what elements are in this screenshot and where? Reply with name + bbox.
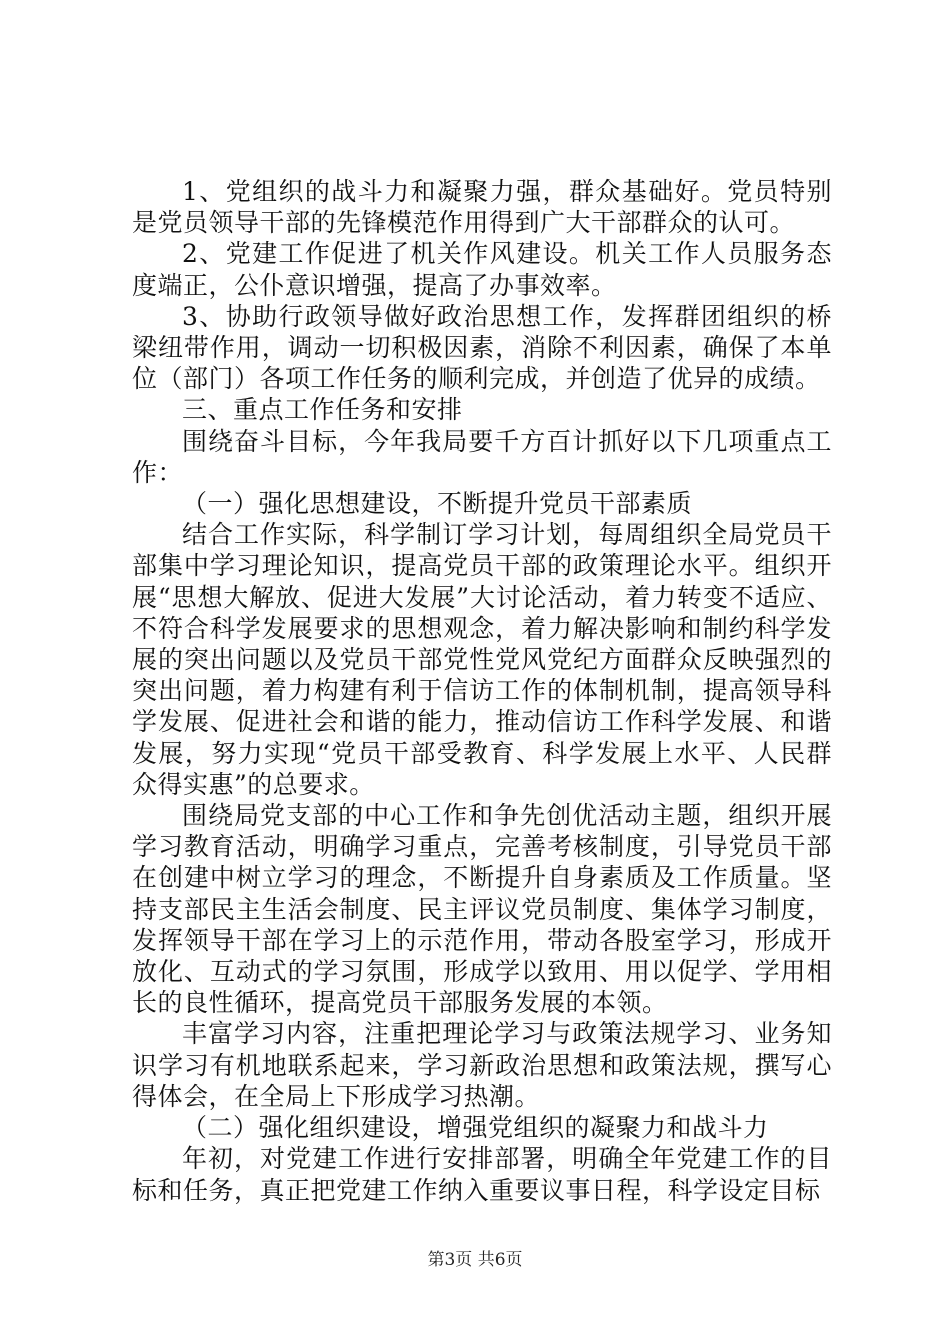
subsection-heading-1: （一）强化思想建设，不断提升党员干部素质 [182, 489, 693, 519]
paragraph-3: 3、协助行政领导做好政治思想工作，发挥群团组织的桥梁纽带作用，调动一切积极因素，消除不利因素，确保了本单位（部门）各项工作任务的顺利完成，并创造了优异的成绩。 [132, 301, 832, 394]
paragraph-2: 2、党建工作促进了机关作风建设。机关工作人员服务态度端正，公仆意识增强，提高了办事效率。 [132, 239, 832, 300]
paragraph-annual-plan: 年初，对党建工作进行安排部署，明确全年党建工作的目标和任务，真正把党建工作纳入重要议事日程，科学设定目标 [132, 1144, 832, 1205]
paragraph-study-plan: 结合工作实际，科学制订学习计划，每周组织全局党员干部集中学习理论知识，提高党员干部的政策理论水平。组织开展“思想大解放、促进大发展”大讨论活动，着力转变不适应、不符合科学发展要求的思想观念，着力解决影响和制约科学发展的突出问题以及党员干部党性党风党纪方面群众反映强烈的突出问题，着力构建有利于信访工作的体制机制，提高领导科学发展、促进社会和谐的能力，推动信访工作科学发展、和谐发展，努力实现“党员干部受教育、科学发展上水平、人民群众得实惠”的总要求。 [132, 520, 832, 799]
page-number-footer: 第3页 共6页 [427, 1250, 523, 1270]
section-heading-3: 三、重点工作任务和安排 [182, 395, 463, 425]
paragraph-intro: 围绕奋斗目标，今年我局要千方百计抓好以下几项重点工作： [132, 426, 832, 487]
document-body [132, 176, 832, 1206]
paragraph-1: 1、党组织的战斗力和凝聚力强，群众基础好。党员特别是党员领导干部的先锋模范作用得到广大干部群众的认可。 [132, 177, 832, 238]
paragraph-education-activity: 围绕局党支部的中心工作和争先创优活动主题，组织开展学习教育活动，明确学习重点，完善考核制度，引导党员干部在创建中树立学习的理念，不断提升自身素质及工作质量。坚持支部民主生活会制度、民主评议党员制度、集体学习制度，发挥领导干部在学习上的示范作用，带动各股室学习，形成开放化、互动式的学习氛围，形成学以致用、用以促学、学用相长的良性循环，提高党员干部服务发展的本领。 [132, 801, 832, 1018]
subsection-heading-2: （二）强化组织建设，增强党组织的凝聚力和战斗力 [182, 1113, 769, 1143]
paragraph-study-content: 丰富学习内容，注重把理论学习与政策法规学习、业务知识学习有机地联系起来，学习新政治思想和政策法规，撰写心得体会，在全局上下形成学习热潮。 [132, 1019, 832, 1111]
